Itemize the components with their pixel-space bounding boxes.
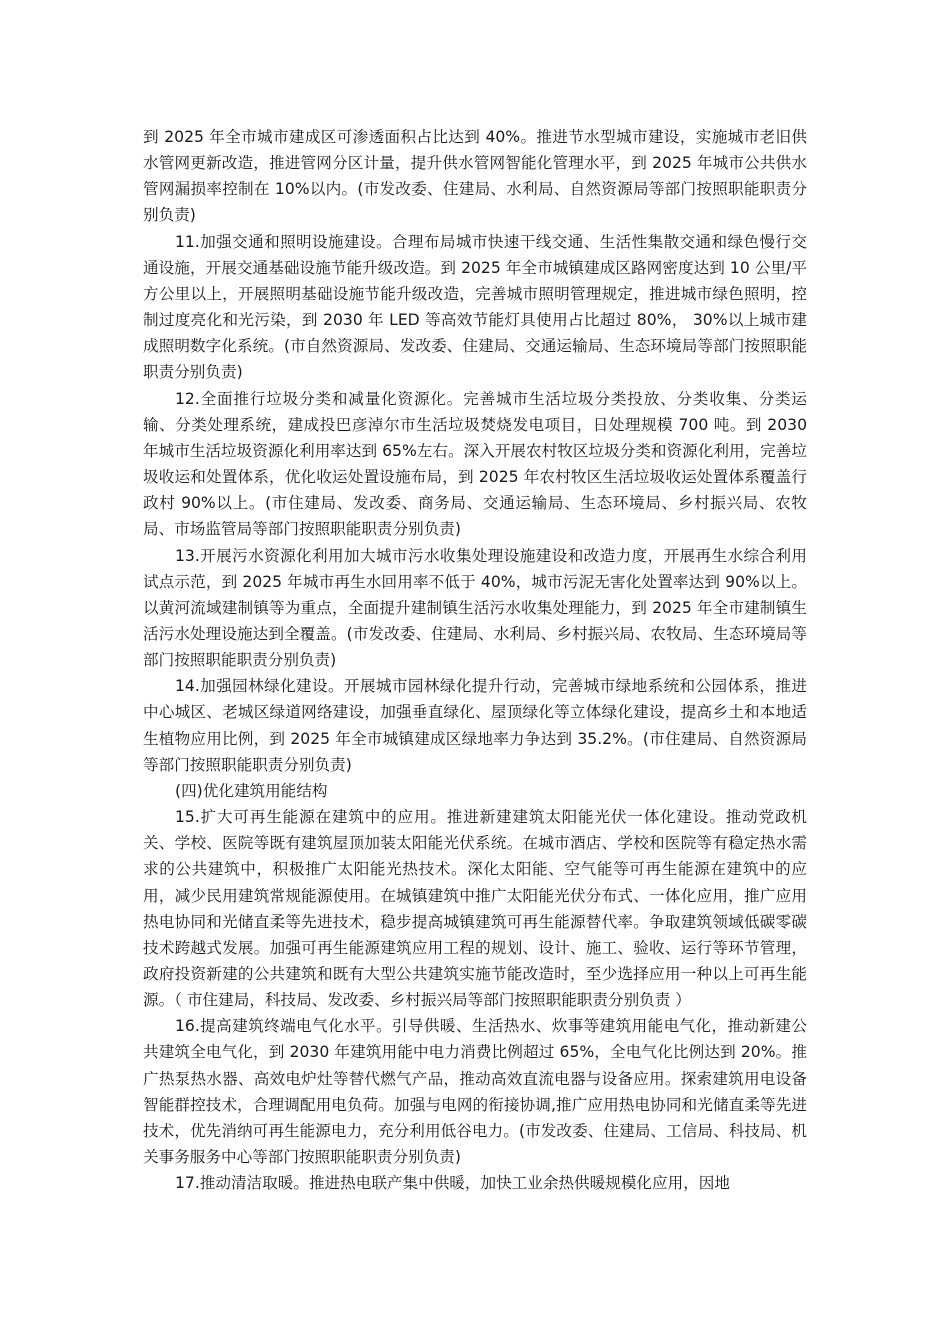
paragraph-item-13: 13.开展污水资源化利用加大城市污水收集处理设施建设和改造力度，开展再生水综合利用试点示范，到 2025 年城市再生水回用率不低于 40%，城市污泥无害化处置率达到 90%以上。以黄河流域建制镇等为重点，全面提升建制镇生活污水收集处理能力，到 2025 年全市建制镇生活污水处理设施达到全覆盖。(市发改委、住建局、水利局、乡村振兴局、农牧局、生态环境局等部门按照职能职责分别负责) <box>143 546 807 670</box>
paragraph-item-16: 16.提高建筑终端电气化水平。引导供暖、生活热水、炊事等建筑用能电气化，推动新建公共建筑全电气化，到 2030 年建筑用能中电力消费比例超过 65%，全电气化比例达到 20%。推广热泵热水器、高效电炉灶等替代燃气产品，推动高效直流电器与设备应用。探索建筑用电设备智能群控技术，合理调配用电负荷。加强与电网的衔接协调,推广应用热电协同和光储直柔等先进技术，优先消纳可再生能源电力，充分利用低谷电力。(市发改委、住建局、工信局、科技局、机关事务服务中心等部门按照职能职责分别负责) <box>143 1017 807 1167</box>
paragraph-item-11: 11.加强交通和照明设施建设。合理布局城市快速干线交通、生活性集散交通和绿色慢行交通设施，开展交通基础设施节能升级改造。到 2025 年全市城镇建成区路网密度达到 10 公里/平方公里以上，开展照明基础设施节能升级改造，完善城市照明管理规定，推进城市绿色照明，控制过度亮化和光污染，到 2030 年 LED 等高效节能灯具使用占比超过 80%， 30%以上城市建成照明数字化系统。(市自然资源局、发改委、住建局、交通运输局、生态环境局等部门按照职能职责分别负责) <box>143 232 807 382</box>
section-heading-4: (四)优化建筑用能结构 <box>175 781 328 800</box>
paragraph-item-12: 12.全面推行垃圾分类和减量化资源化。完善城市生活垃圾分类投放、分类收集、分类运输、分类处理系统，建成投巴彦淖尔市生活垃圾焚烧发电项目，日处理规模 700 吨。到 2030 年城市生活垃圾资源化利用率达到 65%左右。深入开展农村牧区垃圾分类和资源化利用，完善垃圾收运和处置体系，优化收运处置设施布局，到 2025 年农村牧区生活垃圾收运处置体系覆盖行政村 90%以上。(市住建局、发改委、商务局、交通运输局、生态环境局、乡村振兴局、农牧局、市场监管局等部门按照职能职责分别负责) <box>143 389 807 539</box>
paragraph-item-15: 15.扩大可再生能源在建筑中的应用。推进新建建筑太阳能光伏一体化建设。推动党政机关、学校、医院等既有建筑屋顶加装太阳能光伏系统。在城市酒店、学校和医院等有稳定热水需求的公共建筑中，积极推广太阳能光热技术。深化太阳能、空气能等可再生能源在建筑中的应用，减少民用建筑常规能源使用。在城镇建筑中推广太阳能光伏分布式、一体化应用，推广应用热电协同和光储直柔等先进技术，稳步提高城镇建筑可再生能源替代率。争取建筑领域低碳零碳技术跨越式发展。加强可再生能源建筑应用工程的规划、设计、施工、验收、运行等环节管理，政府投资新建的公共建筑和既有大型公共建筑实施节能改造时，至少选择应用一种以上可再生能源。（ 市住建局，科技局、发改委、乡村振兴局等部门按照职能职责分别负责 ） <box>143 808 807 1010</box>
paragraph-item-14: 14.加强园林绿化建设。开展城市园林绿化提升行动，完善城市绿地系统和公园体系，推进中心城区、老城区绿道网络建设，加强垂直绿化、屋顶绿化等立体绿化建设，提高乡土和本地适生植物应用比例，到 2025 年全市城镇建成区绿地率力争达到 35.2%。(市住建局、自然资源局等部门按照职能职责分别负责) <box>143 677 807 774</box>
paragraph-continuation: 到 2025 年全市城市建成区可渗透面积占比达到 40%。推进节水型城市建设，实施城市老旧供水管网更新改造，推进管网分区计量，提升供水管网智能化管理水平，到 2025 年城市公共供水管网漏损率控制在 10%以内。(市发改委、住建局、水利局、自然资源局等部门按照职能职责分别负责) <box>143 128 807 225</box>
document-body <box>143 124 807 1196</box>
paragraph-item-17: 17.推动清洁取暖。推进热电联产集中供暖，加快工业余热供暖规模化应用，因地 <box>175 1174 730 1193</box>
